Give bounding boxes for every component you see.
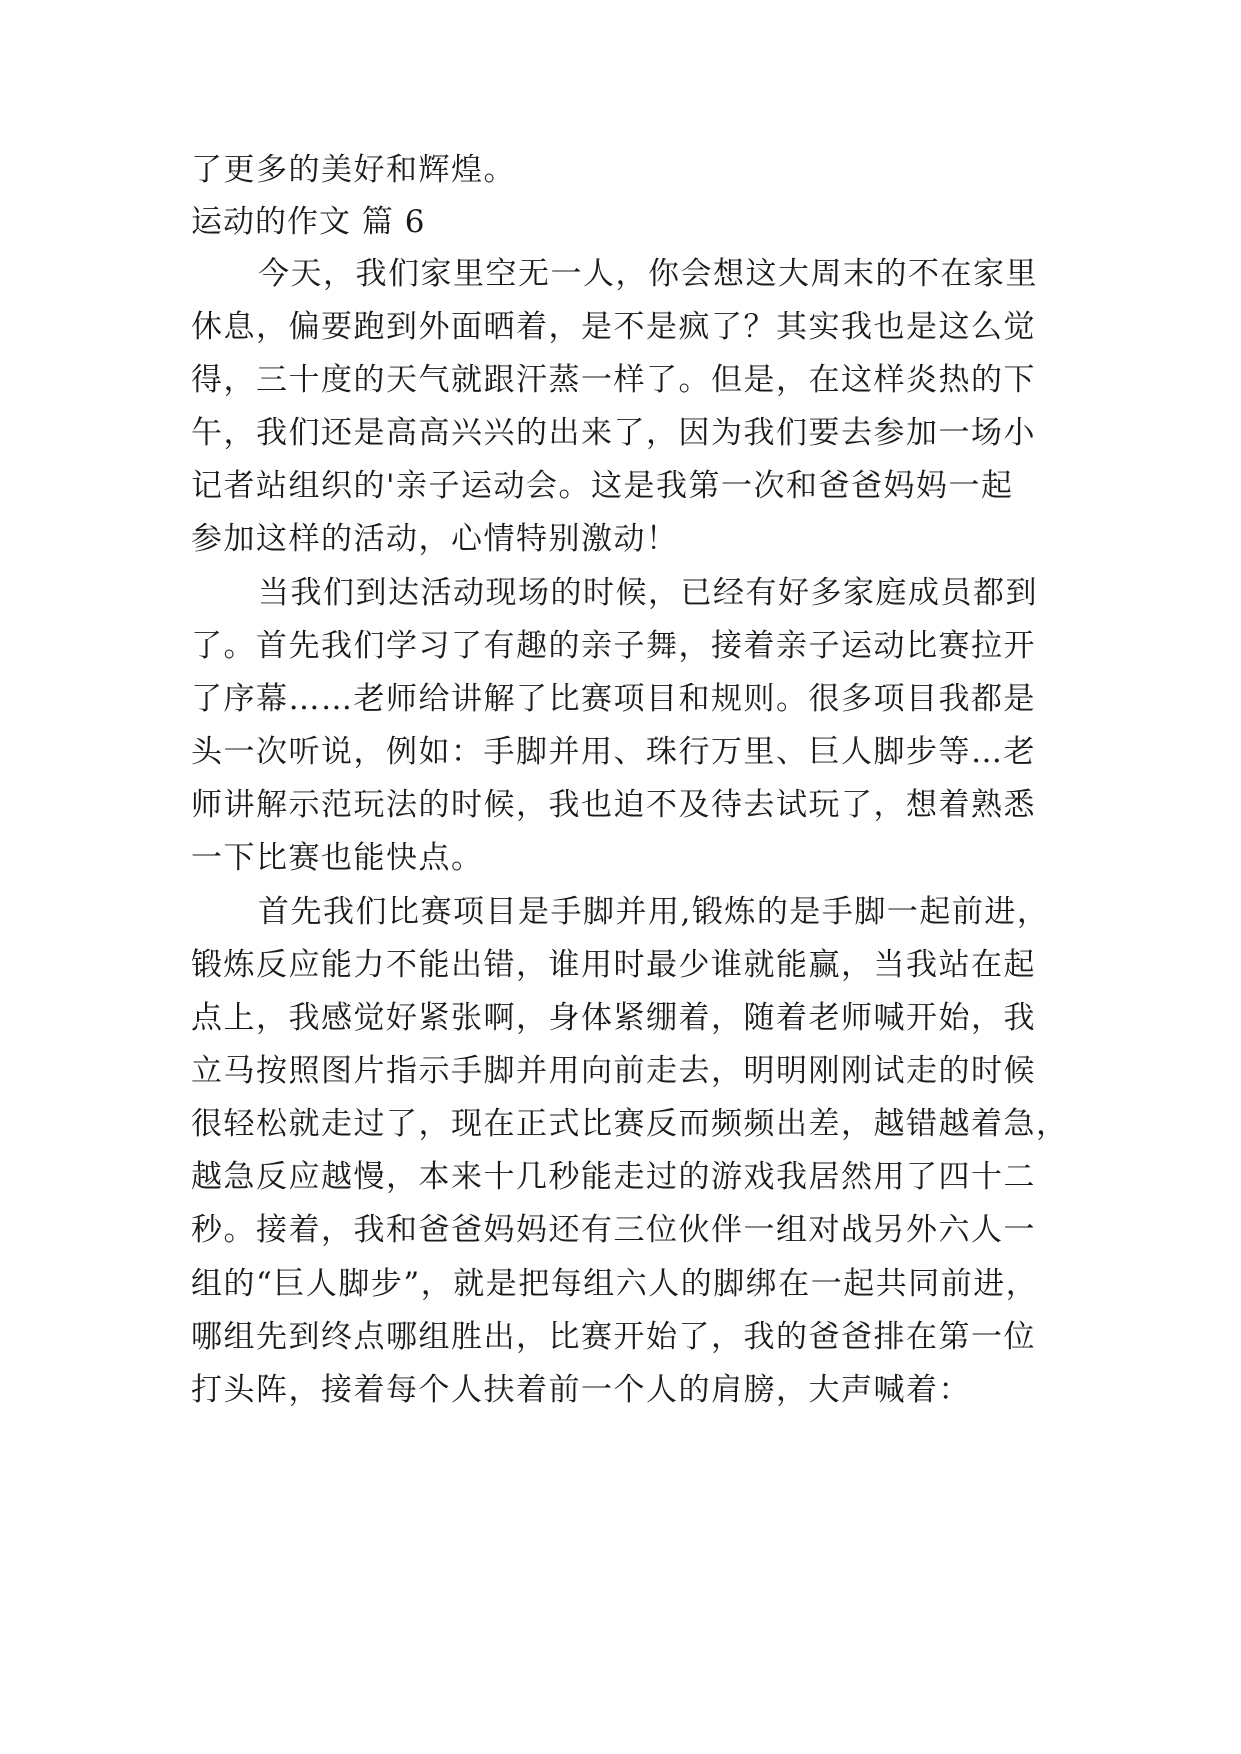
paragraph-line: 午，我们还是高高兴兴的出来了，因为我们要去参加一场小 <box>191 415 1036 451</box>
paragraph-line: 点上，我感觉好紧张啊，身体紧绷着，随着老师喊开始，我 <box>191 1000 1036 1036</box>
text-line: 了更多的美好和辉煌。 <box>191 152 516 188</box>
paragraph-line: 一下比赛也能快点。 <box>191 840 484 876</box>
paragraph-line: 休息，偏要跑到外面晒着，是不是疯了？其实我也是这么觉 <box>191 309 1036 345</box>
paragraph-line: 记者站组织的'亲子运动会。这是我第一次和爸爸妈妈一起 <box>191 468 1014 504</box>
paragraph-line: 越急反应越慢，本来十几秒能走过的游戏我居然用了四十二 <box>191 1159 1036 1195</box>
paragraph-line: 参加这样的活动，心情特别激动！ <box>191 521 679 557</box>
paragraph-line: 组的“巨人脚步”，就是把每组六人的脚绑在一起共同前进， <box>191 1266 1039 1302</box>
paragraph-line: 头一次听说，例如：手脚并用、珠行万里、巨人脚步等…老 <box>191 734 1036 770</box>
section-heading: 运动的作文 篇 6 <box>191 204 426 240</box>
paragraph-line: 立马按照图片指示手脚并用向前走去，明明刚刚试走的时候 <box>191 1053 1036 1089</box>
paragraph-line: 很轻松就走过了，现在正式比赛反而频频出差，越错越着急， <box>191 1106 1069 1142</box>
paragraph-line: 了序幕……老师给讲解了比赛项目和规则。很多项目我都是 <box>191 681 1036 717</box>
paragraph-line: 了。首先我们学习了有趣的亲子舞，接着亲子运动比赛拉开 <box>191 628 1036 664</box>
paragraph-line: 锻炼反应能力不能出错，谁用时最少谁就能赢，当我站在起 <box>191 947 1036 983</box>
paragraph-line: 哪组先到终点哪组胜出，比赛开始了，我的爸爸排在第一位 <box>191 1319 1036 1355</box>
paragraph-line: 师讲解示范玩法的时候，我也迫不及待去试玩了，想着熟悉 <box>191 787 1036 823</box>
paragraph-line: 当我们到达活动现场的时候，已经有好多家庭成员都到 <box>258 575 1038 611</box>
paragraph-line: 今天，我们家里空无一人，你会想这大周末的不在家里 <box>258 256 1038 292</box>
paragraph-line: 秒。接着，我和爸爸妈妈还有三位伙伴一组对战另外六人一 <box>191 1212 1036 1248</box>
paragraph-line: 得，三十度的天气就跟汗蒸一样了。但是，在这样炎热的下 <box>191 362 1036 398</box>
paragraph-line: 打头阵，接着每个人扶着前一个人的肩膀，大声喊着： <box>191 1372 971 1408</box>
paragraph-line: 首先我们比赛项目是手脚并用,锻炼的是手脚一起前进， <box>258 894 1050 930</box>
